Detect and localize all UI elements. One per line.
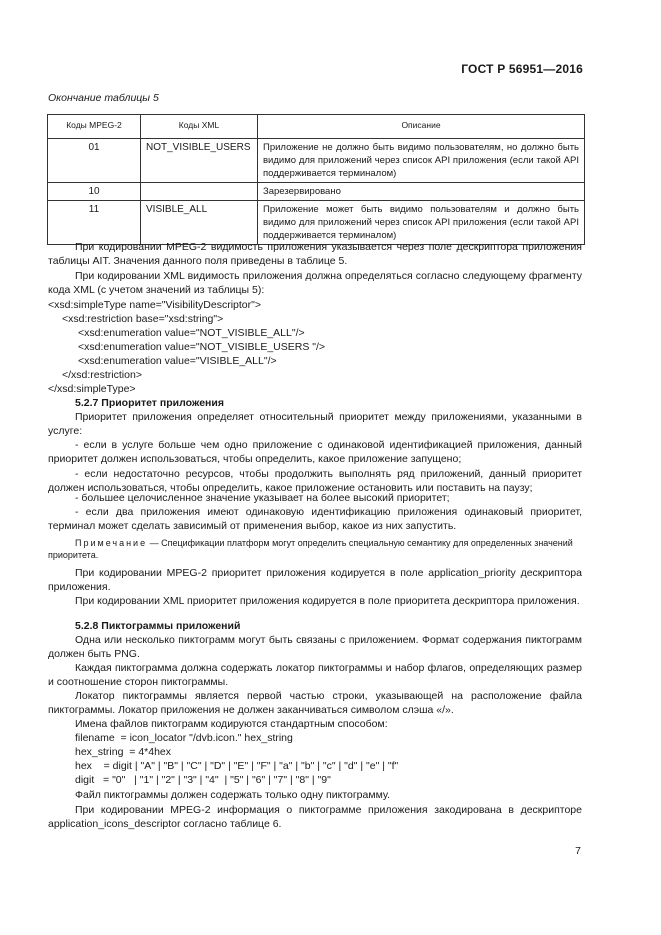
table-cell-mpeg: 11 — [48, 201, 141, 245]
note-text: — Спецификации платформ могут определить специальную семантику для определенных значений приоритета. — [48, 538, 573, 560]
table-row — [48, 139, 585, 183]
xml-code-line: </xsd:simpleType> — [48, 383, 136, 395]
xml-code-line: <xsd:enumeration value="VISIBLE_ALL"/> — [78, 355, 277, 367]
list-item: - если недостаточно ресурсов, чтобы продолжить выполнять ряд приложений, данный приоритет должен использоваться, чтобы определить, какое приложение остановить или поставить на паузу; — [48, 468, 582, 495]
section-heading-5-2-7: 5.2.7 Приоритет приложения — [75, 397, 224, 409]
section-heading-5-2-8: 5.2.8 Пиктограммы приложений — [75, 620, 241, 632]
paragraph-priority-intro: Приоритет приложения определяет относительный приоритет между приложениями, указанными в услуге: — [48, 411, 582, 438]
paragraph-priority-xml: При кодировании XML приоритет приложения кодируется в поле приоритета дескриптора приложения. — [75, 595, 580, 607]
column-header: Описание — [258, 115, 585, 139]
column-header: Коды MPEG-2 — [48, 115, 141, 139]
paragraph-icons-locator: Каждая пиктограмма должна содержать локатор пиктограммы и набор флагов, определяющих размер и соотношение сторон пиктограммы. — [48, 662, 582, 689]
table-cell-description: Приложение может быть видимо пользователям и должно быть видимо для приложений через список API приложения (если такой API поддерживается терминалом) — [258, 201, 585, 245]
paragraph-icons-intro: Одна или несколько пиктограмм могут быть связаны с приложением. Формат содержания пиктограмм должен быть PNG. — [48, 634, 582, 661]
note-label: Примечание — [75, 538, 148, 548]
list-item: - большее целочисленное значение указывает на более высокий приоритет; — [75, 492, 450, 504]
paragraph-icons-single: Файл пиктограммы должен содержать только одну пиктограмму. — [75, 789, 391, 801]
page-number: 7 — [575, 845, 581, 857]
xml-code-line: </xsd:restriction> — [62, 369, 142, 381]
table-cell-mpeg: 01 — [48, 139, 141, 183]
table-cell-xml: NOT_VISIBLE_USERS — [141, 139, 258, 183]
grammar-line: digit = "0" | "1" | "2" | "3" | "4" | "5" | "6" | "7" | "8" | "9" — [75, 774, 331, 786]
grammar-line: hex_string = 4*4hex — [75, 746, 172, 758]
paragraph-icons-naming: Имена файлов пиктограмм кодируются стандартным способом: — [75, 718, 388, 730]
table-header-row — [48, 115, 585, 139]
paragraph-priority-mpeg: При кодировании MPEG-2 приоритет приложения кодируется в поле application_priority дескриптора приложения. — [48, 567, 582, 594]
table-cell-mpeg: 10 — [48, 183, 141, 201]
table-cell-xml — [141, 183, 258, 201]
table-caption: Окончание таблицы 5 — [48, 92, 159, 104]
grammar-line: hex = digit | "A" | "B" | "C" | "D" | "E" | "F" | "a" | "b" | "c" | "d" | "e" | "f" — [75, 760, 399, 772]
xml-code-line: <xsd:restriction base="xsd:string"> — [62, 313, 224, 325]
table-5 — [47, 114, 585, 245]
table-cell-description: Приложение не должно быть видимо пользователям, но должно быть видимо для приложений через список API приложения (если такой API поддерживается терминалом) — [258, 139, 585, 183]
xml-code-line: <xsd:enumeration value="NOT_VISIBLE_ALL"/> — [78, 327, 305, 339]
document-header: ГОСТ Р 56951—2016 — [461, 62, 583, 76]
table-cell-description: Зарезервировано — [258, 183, 585, 201]
table-row — [48, 183, 585, 201]
paragraph-icons-path: Локатор пиктограммы является первой частью строки, указывающей на расположение файла пиктограммы. Локатор приложения не должен заканчиваться символом слэша «/». — [48, 690, 582, 717]
paragraph-mpeg-visibility: При кодировании MPEG-2 видимость приложения указывается через поле дескриптора приложения таблицы AIT. Значения данного поля приведены в таблице 5. — [48, 241, 582, 268]
note — [48, 537, 582, 561]
paragraph-xml-visibility: При кодировании XML видимость приложения должна определяться согласно следующему фрагменту кода XML (с учетом значений из таблицы 5): — [48, 270, 582, 297]
list-item: - если два приложения имеют одинаковую идентификацию приложения одинаковый приоритет, терминал может сделать зависимый от применения выбор, какое из них запустить. — [48, 506, 582, 533]
grammar-line: filename = icon_locator "/dvb.icon." hex_string — [75, 732, 293, 744]
table-row — [48, 201, 585, 245]
xml-code-line: <xsd:simpleType name="VisibilityDescriptor"> — [48, 299, 261, 311]
paragraph-icons-mpeg: При кодировании MPEG-2 информация о пиктограмме приложения закодирована в дескрипторе application_icons_descriptor согласно таблице 6. — [48, 804, 582, 831]
table-cell-xml: VISIBLE_ALL — [141, 201, 258, 245]
list-item: - если в услуге больше чем одно приложение с одинаковой идентификацией приложения, данный приоритет должен использоваться, чтобы определить, какое приложение запущено; — [48, 439, 582, 466]
column-header: Коды XML — [141, 115, 258, 139]
xml-code-line: <xsd:enumeration value="NOT_VISIBLE_USERS "/> — [78, 341, 326, 353]
